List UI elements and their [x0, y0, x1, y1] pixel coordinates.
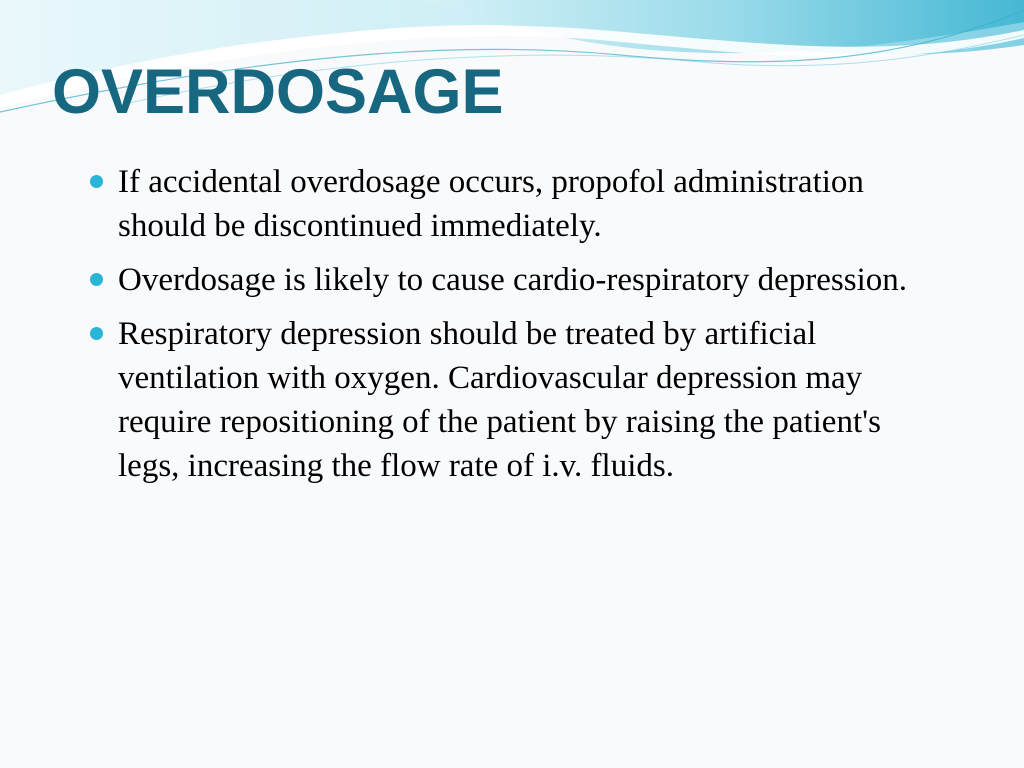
bullet-icon: [90, 327, 103, 340]
bullet-text: If accidental overdosage occurs, propofol administration should be discontinued immediately.: [118, 164, 864, 244]
bullet-text: Respiratory depression should be treated by artificial ventilation with oxygen. Cardiovascular depression may require repositioning of the patient by raising the patient's legs, increasing the flow rate of i.v. fluids.: [118, 316, 881, 484]
bullet-list: [88, 160, 948, 498]
bullet-item: [88, 160, 948, 248]
bullet-icon: [90, 175, 103, 188]
slide-title: OVERDOSAGE: [52, 57, 504, 127]
bullet-item: [88, 312, 948, 488]
bullet-icon: [90, 273, 103, 286]
bullet-text: Overdosage is likely to cause cardio-respiratory depression.: [118, 262, 907, 298]
bullet-item: [88, 258, 948, 302]
